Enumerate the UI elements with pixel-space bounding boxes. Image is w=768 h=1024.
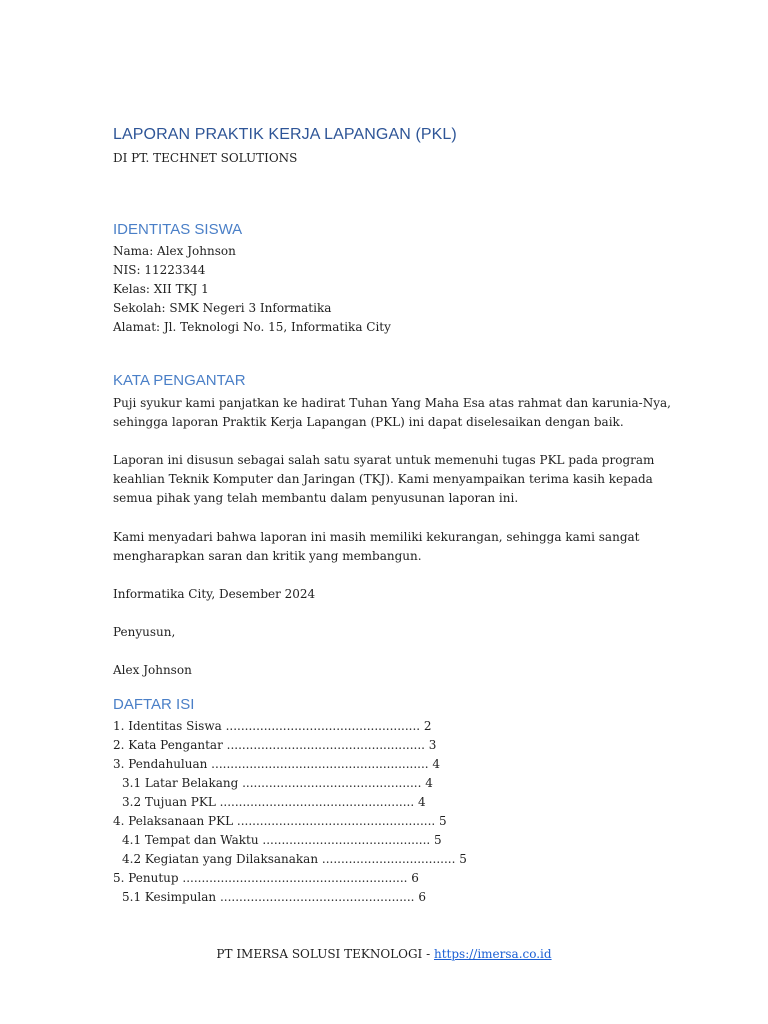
toc-item[interactable]: 4. Pelaksanaan PKL .................................................... 5 (113, 814, 447, 828)
text-line: mengharapkan saran dan kritik yang membangun. (113, 549, 422, 563)
toc-item[interactable]: 1. Identitas Siswa ................................................... 2 (113, 719, 432, 733)
identity-line-nis: NIS: 11223344 (113, 263, 206, 277)
toc-item[interactable]: 3. Pendahuluan ......................................................... 4 (113, 757, 441, 771)
footer-company: PT IMERSA SOLUSI TEKNOLOGI - (216, 947, 434, 961)
text-line: Laporan ini disusun sebagai salah satu syarat untuk memenuhi tugas PKL pada program (113, 453, 655, 467)
toc-subitem[interactable]: 3.1 Latar Belakang ............................................... 4 (122, 776, 433, 790)
identity-line-school: Sekolah: SMK Negeri 3 Informatika (113, 301, 332, 315)
identity-details (113, 242, 391, 337)
foreword-paragraph-3 (113, 528, 673, 566)
foreword-paragraph-1 (113, 394, 673, 432)
author-name: Alex Johnson (113, 663, 192, 677)
report-subtitle: DI PT. TECHNET SOLUTIONS (113, 151, 298, 165)
toc-subitem[interactable]: 3.2 Tujuan PKL ................................................... 4 (122, 795, 426, 809)
report-title: LAPORAN PRAKTIK KERJA LAPANGAN (PKL) (113, 126, 457, 143)
text-line: sehingga laporan Praktik Kerja Lapangan (PKL) ini dapat diselesaikan dengan baik. (113, 415, 624, 429)
text-line: semua pihak yang telah membantu dalam penyusunan laporan ini. (113, 491, 519, 505)
identity-line-class: Kelas: XII TKJ 1 (113, 282, 209, 296)
footer-link[interactable]: https://imersa.co.id (433, 947, 552, 961)
toc-subitem[interactable]: 4.1 Tempat dan Waktu ............................................ 5 (122, 833, 442, 847)
identity-heading: IDENTITAS SISWA (113, 221, 243, 238)
signoff: Penyusun, (113, 625, 176, 639)
foreword-paragraph-2 (113, 451, 673, 508)
table-of-contents (113, 717, 467, 907)
text-line: Puji syukur kami panjatkan ke hadirat Tuhan Yang Maha Esa atas rahmat dan karunia-Nya, (113, 396, 671, 410)
toc-subitem[interactable]: 5.1 Kesimpulan ................................................... 6 (122, 890, 426, 904)
foreword-heading: KATA PENGANTAR (113, 372, 246, 389)
place-date: Informatika City, Desember 2024 (113, 587, 316, 601)
text-line: Kami menyadari bahwa laporan ini masih memiliki kekurangan, sehingga kami sangat (113, 530, 640, 544)
toc-heading: DAFTAR ISI (113, 696, 195, 713)
toc-item[interactable]: 2. Kata Pengantar .................................................... 3 (113, 738, 437, 752)
toc-item[interactable]: 5. Penutup ........................................................... 6 (113, 871, 419, 885)
page-footer (0, 947, 768, 961)
identity-line-name: Nama: Alex Johnson (113, 244, 236, 258)
toc-subitem[interactable]: 4.2 Kegiatan yang Dilaksanakan ................................... 5 (122, 852, 467, 866)
identity-line-address: Alamat: Jl. Teknologi No. 15, Informatika City (113, 320, 391, 334)
text-line: keahlian Teknik Komputer dan Jaringan (TKJ). Kami menyampaikan terima kasih kepada (113, 472, 653, 486)
